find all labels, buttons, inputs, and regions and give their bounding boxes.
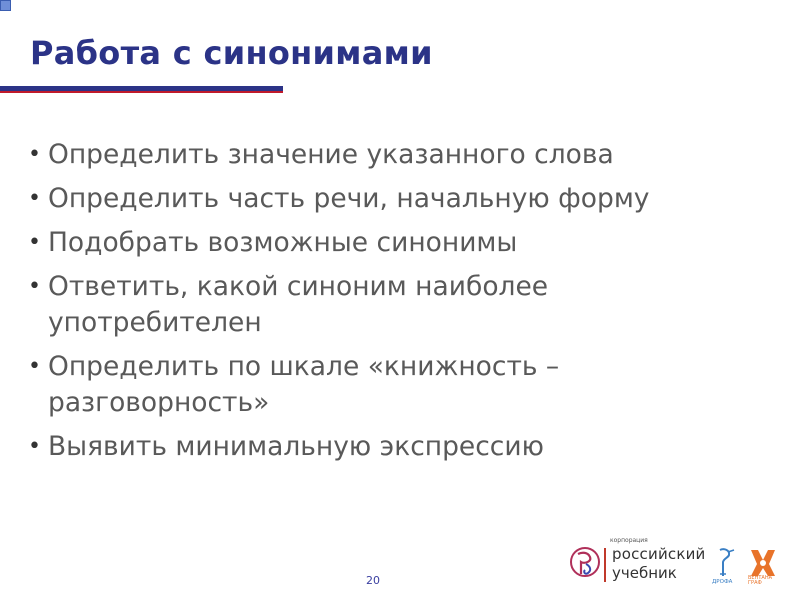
bullet-list — [26, 137, 766, 473]
bullet-dot: • — [28, 186, 41, 211]
logo-corp-name-line1: российский — [612, 545, 706, 563]
rossiyskiy-uchebnik-emblem-icon — [568, 542, 602, 582]
bullet-text: Определить по шкале «книжность – разговорность» — [48, 351, 560, 418]
logo-corp-small-text: корпорация — [610, 537, 648, 544]
footer-logos — [568, 536, 784, 588]
bullet-dot: • — [28, 354, 41, 379]
title-underline-red — [0, 91, 283, 93]
bullet-dot: • — [28, 142, 41, 167]
drofa-label: ДРОФА — [712, 579, 733, 585]
bullet-dot: • — [28, 274, 41, 299]
bullet-dot: • — [28, 434, 41, 459]
ventana-label: ВЕНТАНА ГРАФ — [748, 575, 773, 586]
bullet-item — [26, 181, 766, 217]
slide-title: Работа с синонимами — [30, 34, 433, 72]
slide-number: 20 — [366, 574, 380, 587]
bullet-text: Подобрать возможные синонимы — [48, 227, 518, 258]
bullet-item — [26, 349, 766, 421]
logo-corp-name-line2: учебник — [612, 564, 677, 582]
bullet-text: Определить часть речи, начальную форму — [48, 183, 650, 214]
bullet-dot: • — [28, 230, 41, 255]
bullet-text: Ответить, какой синоним наиболее употребителен — [48, 271, 549, 338]
bullet-text: Определить значение указанного слова — [48, 139, 614, 170]
bullet-item — [26, 137, 766, 173]
bullet-item — [26, 429, 766, 465]
bullet-item — [26, 269, 766, 341]
corner-square-decoration — [0, 0, 11, 11]
bullet-item — [26, 225, 766, 261]
logo-red-bracket — [604, 548, 610, 582]
bullet-text: Выявить минимальную экспрессию — [48, 431, 544, 462]
